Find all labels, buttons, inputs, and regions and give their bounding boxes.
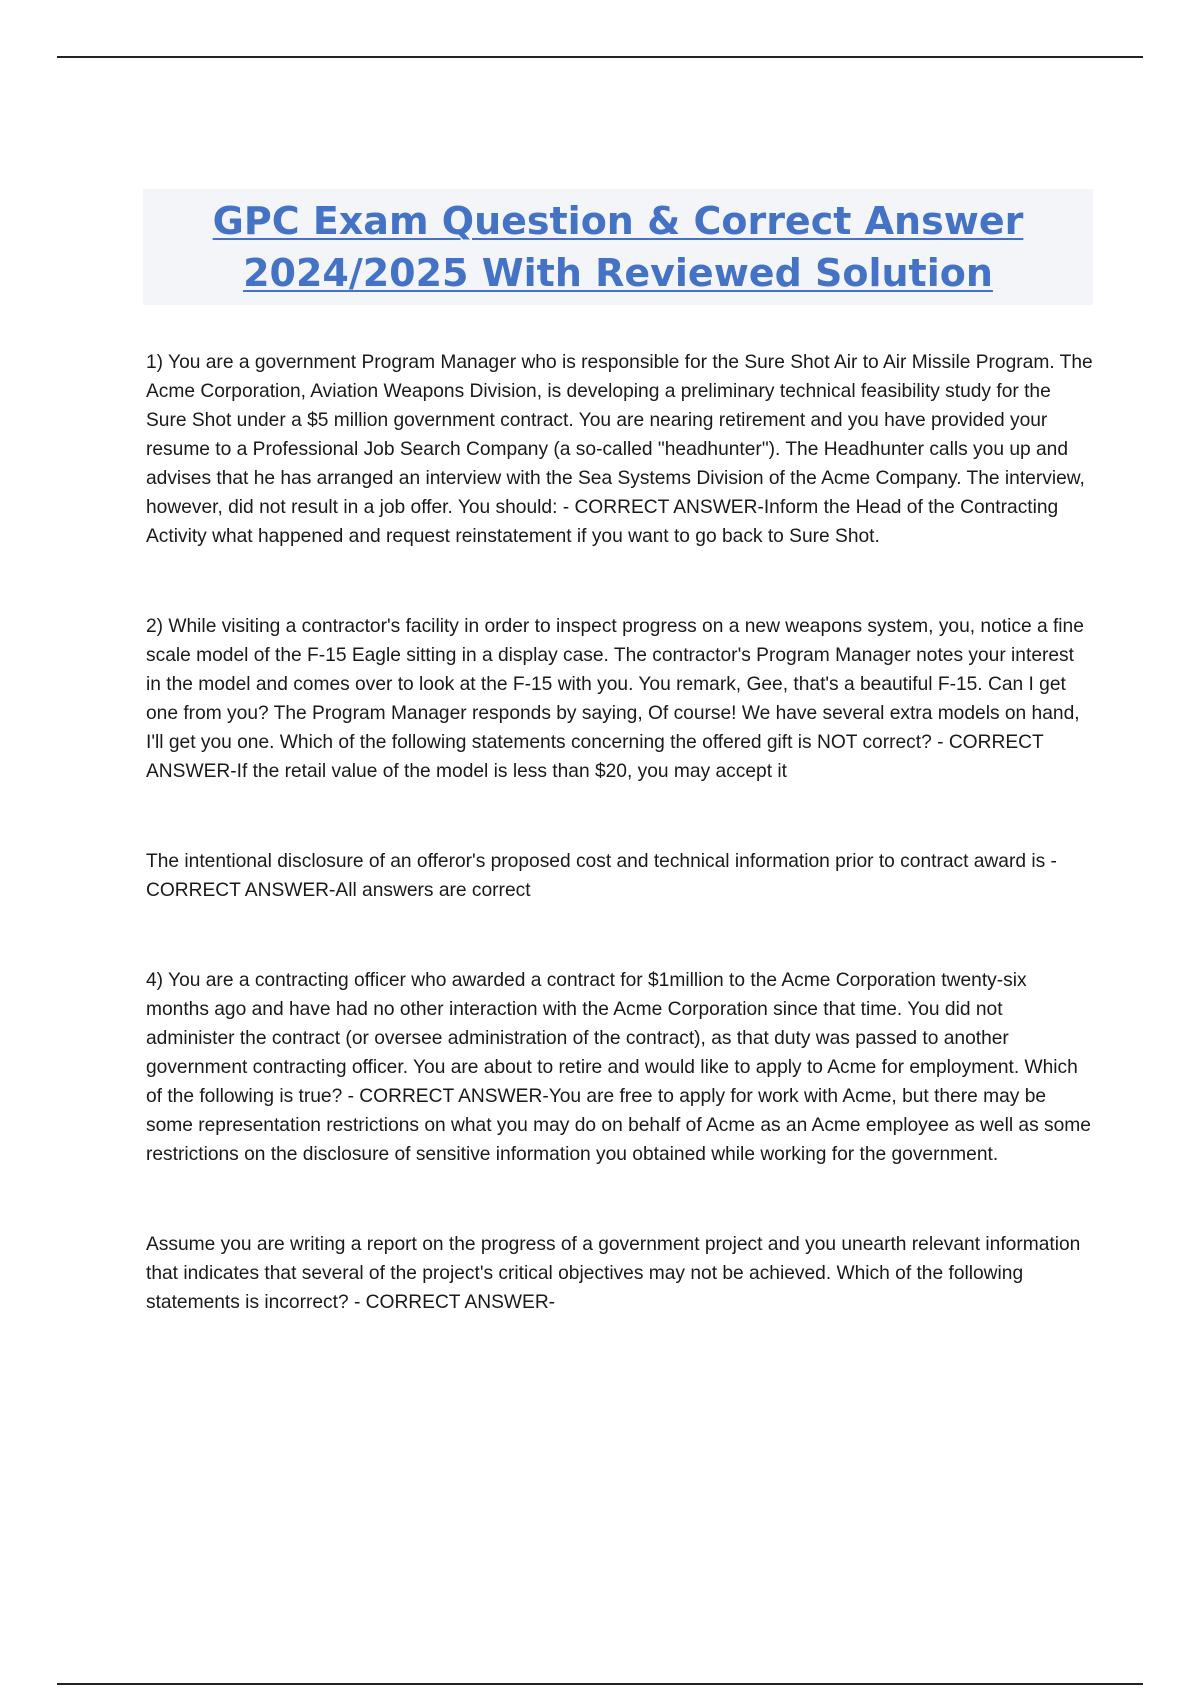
question-1: 1) You are a government Program Manager who is responsible for the Sure Shot Air to Air Missile Program. The Acme Corporation, Aviation Weapons Division, is developing a preliminary technical feasibility study for the Sure Shot under a $5 million government contract. You are nearing retirement and you have provided your resume to a Professional Job Search Company (a so-called "headhunter"). The Headhunter calls you up and advises that he has arranged an interview with the Sea Systems Division of the Acme Company. The interview, however, did not result in a job offer. You should: - CORRECT ANSWER-Inform the Head of the Contracting Activity what happened and request reinstatement if you want to go back to Sure Shot. — [146, 352, 1093, 547]
question-2: 2) While visiting a contractor's facility in order to inspect progress on a new weapons system, you, notice a fine scale model of the F-15 Eagle sitting in a display case. The contractor's Program Manager notes your interest in the model and comes over to look at the F-15 with you. You remark, Gee, that's a beautiful F-15. Can I get one from you? The Program Manager responds by saying, Of course! We have several extra models on hand, I'll get you one. Which of the following statements concerning the offered gift is NOT correct? - CORRECT ANSWER-If the retail value of the model is less than $20, you may accept it — [146, 616, 1084, 782]
question-5: Assume you are writing a report on the progress of a government project and you unearth relevant information that indicates that several of the project's critical objectives may not be achieved. Which of the following statements is incorrect? - CORRECT ANSWER- — [146, 1234, 1081, 1313]
bottom-divider — [57, 1683, 1143, 1685]
document-title-line-2: 2024/2025 With Reviewed Solution — [243, 251, 993, 295]
question-4: 4) You are a contracting officer who awarded a contract for $1million to the Acme Corporation twenty-six months ago and have had no other interaction with the Acme Corporation since that time. You did not administer the contract (or oversee administration of the contract), as that duty was passed to another government contracting officer. You are about to retire and would like to apply to Acme for employment. Which of the following is true? - CORRECT ANSWER-You are free to apply for work with Acme, but there may be some representation restrictions on what you may do on behalf of Acme as an Acme employee as well as some restrictions on the disclosure of sensitive information you obtained while working for the government. — [146, 970, 1091, 1165]
document-title-line-1: GPC Exam Question & Correct Answer — [212, 199, 1024, 243]
top-divider — [57, 56, 1143, 58]
document-title-box — [143, 189, 1093, 305]
document-body — [146, 348, 1094, 1317]
question-3: The intentional disclosure of an offeror's proposed cost and technical information prior to contract award is - CORRECT ANSWER-All answers are correct — [146, 851, 1057, 901]
